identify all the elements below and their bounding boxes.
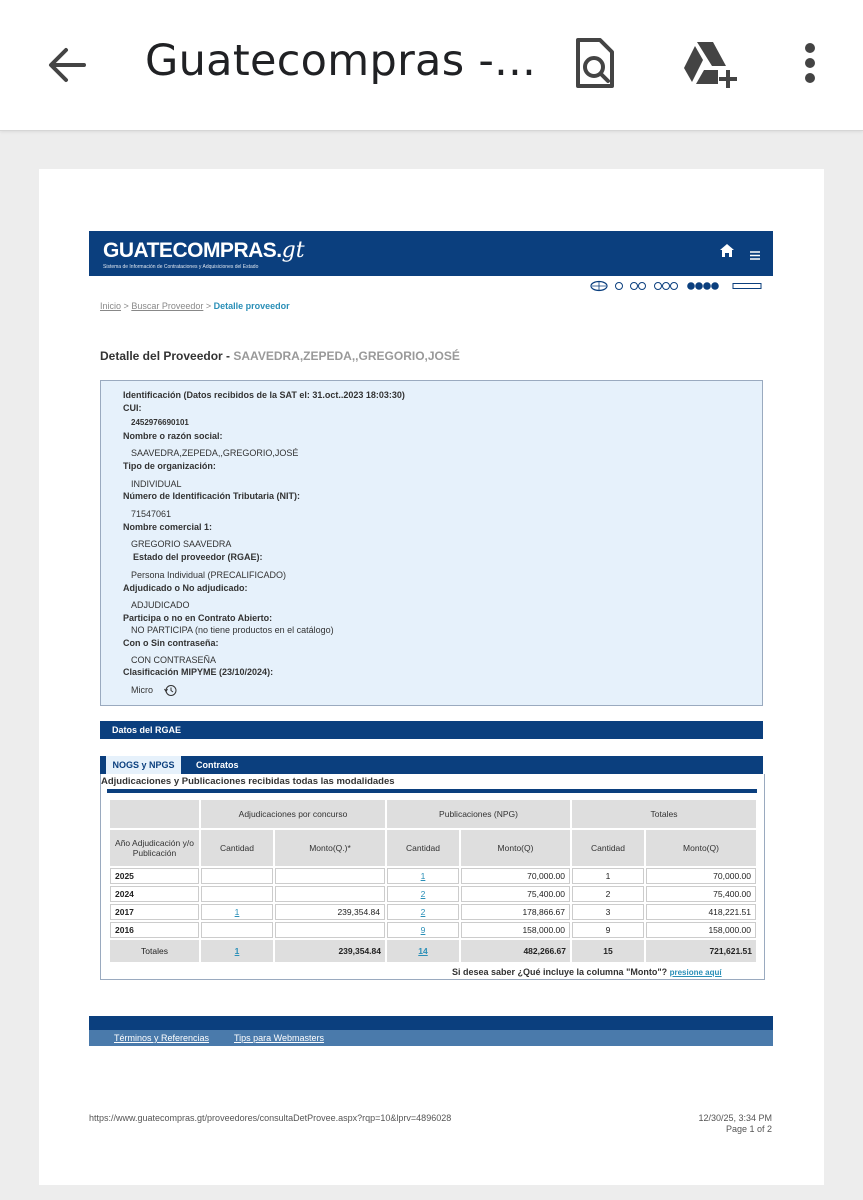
- contract-label: Participa o no en Contrato Abierto:: [123, 613, 273, 623]
- tab-bar: [100, 756, 763, 774]
- header-totales: Totales: [572, 800, 756, 828]
- table-caption: Adjudicaciones y Publicaciones recibidas todas las modalidades: [101, 776, 395, 787]
- name-value: SAAVEDRA,ZEPEDA,,GREGORIO,JOSÉ: [131, 448, 299, 458]
- password-value: CON CONTRASEÑA: [131, 655, 217, 665]
- breadcrumb-current: Detalle proveedor: [213, 301, 290, 311]
- home-icon[interactable]: [719, 243, 735, 263]
- password-label: Con o Sin contraseña:: [123, 638, 219, 648]
- cui-label: CUI:: [123, 403, 142, 413]
- org-label: Tipo de organización:: [123, 461, 216, 471]
- nit-label: Número de Identificación Tributaria (NIT):: [123, 491, 301, 501]
- site-logo[interactable]: GUATECOMPRAS.gt Sistema de Información de Contrataciones y Adquisiciones del Estado: [103, 238, 305, 270]
- mipyme-value: Micro: [131, 685, 153, 695]
- pub-qty-link[interactable]: 2: [387, 886, 459, 902]
- font-size-selector[interactable]: [590, 280, 765, 292]
- site-header: [89, 231, 773, 276]
- mipyme-label: Clasificación MIPYME (23/10/2024):: [123, 667, 274, 677]
- print-page: Page 1 of 2: [725, 1124, 772, 1134]
- subheader-adj-amt: Monto(Q.)*: [275, 830, 385, 866]
- tab-nogs-npgs[interactable]: NOGS y NPGS: [106, 756, 181, 774]
- monto-footnote: Si desea saber ¿Qué incluye la columna "Monto"? presione aquí: [452, 967, 722, 977]
- print-url: https://www.guatecompras.gt/proveedores/consultaDetProvee.aspx?rqp=10&lprv=4896028: [89, 1113, 452, 1123]
- more-vert-icon[interactable]: [800, 42, 820, 91]
- terminos-link[interactable]: Términos y Referencias: [114, 1033, 210, 1043]
- rgae-section-bar[interactable]: Datos del RGAE: [100, 721, 763, 739]
- table-row: 2025 1 70,000.00 1 70,000.00: [110, 868, 756, 884]
- table-row: 2017 1 239,354.84 2 178,866.67 3 418,221.51: [110, 904, 756, 920]
- table-row: 2016 9 158,000.00 9 158,000.00: [110, 922, 756, 938]
- logo-subtitle: Sistema de Información de Contrataciones y Adquisiciones del Estado: [103, 264, 259, 270]
- caption-underline: [107, 789, 757, 793]
- page-title: Detalle del Proveedor - SAAVEDRA,ZEPEDA,,GREGORIO,JOSÉ: [100, 349, 460, 363]
- total-pub-qty-link[interactable]: 14: [387, 940, 459, 962]
- tips-link[interactable]: Tips para Webmasters: [234, 1033, 325, 1043]
- adjudicaciones-table: [108, 798, 758, 964]
- arrow-left-icon[interactable]: [42, 40, 92, 90]
- breadcrumb: Inicio > Buscar Proveedor > Detalle proveedor: [100, 301, 290, 311]
- adjudicado-label: Adjudicado o No adjudicado:: [123, 583, 248, 593]
- breadcrumb-buscar-proveedor[interactable]: Buscar Proveedor: [131, 301, 204, 311]
- subheader-pub-amt: Monto(Q): [461, 830, 570, 866]
- print-stamp: [698, 1113, 772, 1135]
- document-title: Guatecompras -...: [145, 36, 537, 86]
- provider-info-box: [100, 380, 763, 706]
- contract-value: NO PARTICIPA (no tiene productos en el catálogo): [131, 625, 334, 635]
- header-publicaciones: Publicaciones (NPG): [387, 800, 570, 828]
- commercial-value: GREGORIO SAAVEDRA: [131, 539, 232, 549]
- pub-qty-link[interactable]: 1: [387, 868, 459, 884]
- hamburger-menu-icon[interactable]: [750, 247, 760, 265]
- history-icon[interactable]: [164, 684, 177, 702]
- pub-qty-link[interactable]: 9: [387, 922, 459, 938]
- provider-name: SAAVEDRA,ZEPEDA,,GREGORIO,JOSÉ: [233, 349, 460, 363]
- breadcrumb-inicio[interactable]: Inicio: [100, 301, 122, 311]
- viewer-toolbar: [0, 0, 863, 131]
- table-row: 2024 2 75,400.00 2 75,400.00: [110, 886, 756, 902]
- identification-label: Identificación (Datos recibidos de la SAT el: 31.oct..2023 18:03:30): [123, 390, 405, 400]
- subheader-tot-amt: Monto(Q): [646, 830, 756, 866]
- pub-qty-link[interactable]: 2: [387, 904, 459, 920]
- totals-row: Totales 1 239,354.84 14 482,266.67 15 721,621.51: [110, 940, 756, 962]
- tab-contratos[interactable]: Contratos: [196, 760, 239, 770]
- rgae-label: Estado del proveedor (RGAE):: [133, 552, 263, 562]
- subheader-adj-qty: Cantidad: [201, 830, 273, 866]
- cui-value: 2452976690101: [131, 418, 189, 427]
- name-label: Nombre o razón social:: [123, 431, 223, 441]
- header-adjudicaciones: Adjudicaciones por concurso: [201, 800, 385, 828]
- nit-value: 71547061: [131, 509, 172, 519]
- header-year: Año Adjudicación y/o Publicación: [110, 830, 199, 866]
- subheader-pub-qty: Cantidad: [387, 830, 459, 866]
- footer-links: [89, 1030, 773, 1046]
- document-search-icon[interactable]: [572, 36, 618, 95]
- commercial-label: Nombre comercial 1:: [123, 522, 213, 532]
- adjudicado-value: ADJUDICADO: [131, 600, 190, 610]
- presione-aqui-link[interactable]: presione aquí: [669, 968, 722, 977]
- total-adj-qty-link[interactable]: 1: [201, 940, 273, 962]
- subheader-tot-qty: Cantidad: [572, 830, 644, 866]
- rgae-value: Persona Individual (PRECALIFICADO): [131, 570, 287, 580]
- footer-bar: [89, 1016, 773, 1030]
- print-date: 12/30/25, 3:34 PM: [698, 1113, 772, 1123]
- drive-add-icon[interactable]: [682, 40, 740, 95]
- adj-qty-link[interactable]: 1: [201, 904, 273, 920]
- org-value: INDIVIDUAL: [131, 479, 182, 489]
